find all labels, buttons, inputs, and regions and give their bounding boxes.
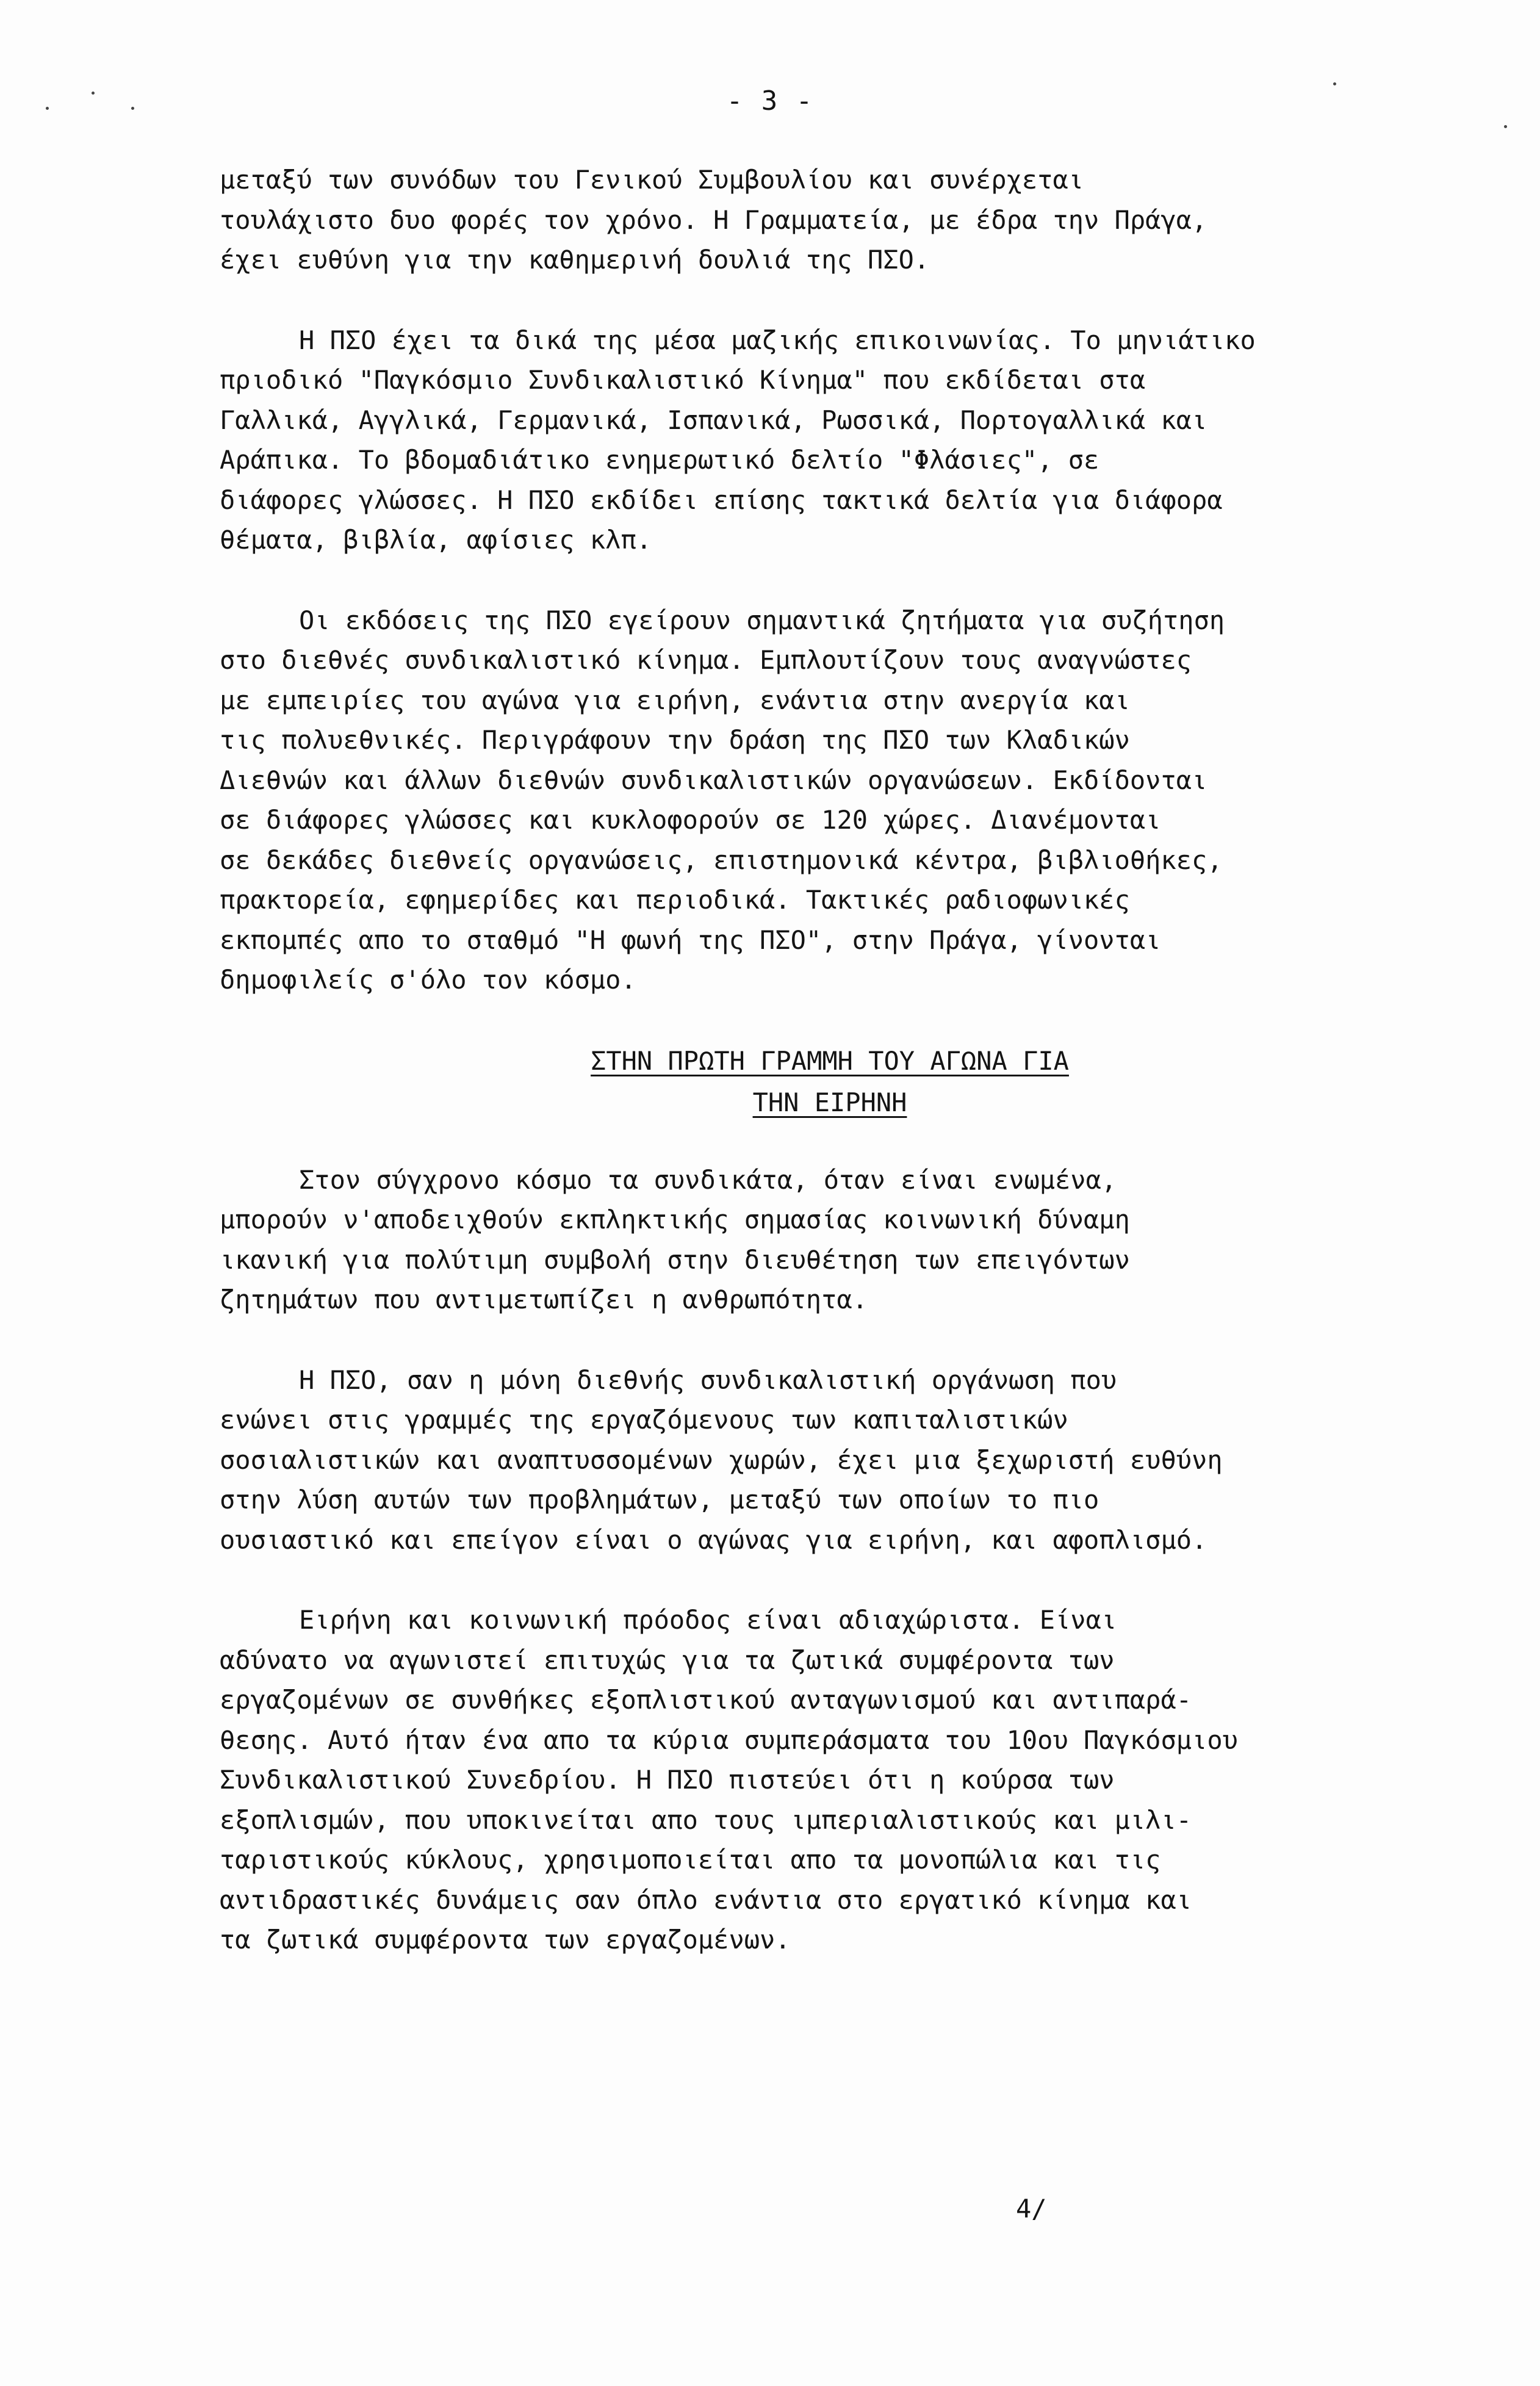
text-line: έχει ευθύνη για την καθημερινή δουλιά της ΠΣΟ. [220,245,930,275]
text-line: Διεθνών και άλλων διεθνών συνδικαλιστικών οργανώσεων. Εκδίδονται [220,765,1207,795]
paragraph-unions [220,1160,1440,1320]
text-line: θέματα, βιβλία, αφίσιες κλπ. [220,525,652,555]
text-line: τις πολυεθνικές. Περιγράφουν την δράση της ΠΣΟ των Κλαδικών [220,725,1130,755]
text-line: εργαζομένων σε συνθήκες εξοπλιστικού ανταγωνισμού και αντιπαρά- [220,1685,1192,1715]
paragraph-media [220,320,1440,560]
text-line: Αράπικα. Το βδομαδιάτικο ενημερωτικό δελτίο "Φλάσιες", σε [220,445,1099,475]
text-line: ταριστικούς κύκλους, χρησιμοποιείται απο τα μονοπώλια και τις [220,1845,1161,1875]
paragraph-peace [220,1600,1440,1960]
text-line: εκπομπές απο το σταθμό "Η φωνή της ΠΣΟ", στην Πράγα, γίνονται [220,924,1161,955]
text-line: Η ΠΣΟ, σαν η μόνη διεθνής συνδικαλιστική οργάνωση που [299,1364,1117,1395]
paragraph-governance [220,160,1440,280]
body-text [220,160,1440,2000]
text-line: με εμπειρίες του αγώνα για ειρήνη, ενάντια στην ανεργία και [220,685,1130,715]
text-line: θεσης. Αυτό ήταν ένα απο τα κύρια συμπεράσματα του 10ου Παγκόσμιου [220,1725,1238,1755]
text-line: ικανική για πολύτιμη συμβολή στην διευθέτηση των επειγόντων [220,1244,1130,1275]
text-line: μεταξύ των συνόδων του Γενικού Συμβουλίου και συνέρχεται [220,165,1084,195]
text-line: τουλάχιστο δυο φορές τον χρόνο. Η Γραμματεία, με έδρα την Πράγα, [220,204,1207,235]
text-line: σε δεκάδες διεθνείς οργανώσεις, επιστημονικά κέντρα, βιβλιοθήκες, [220,845,1223,875]
text-line: μπορούν ν'αποδειχθούν εκπληκτικής σημασίας κοινωνική δύναμη [220,1205,1130,1234]
text-line: σε διάφορες γλώσσες και κυκλοφορούν σε 120 χώρες. Διανέμονται [220,805,1161,835]
text-line: τα ζωτικά συμφέροντα των εργαζομένων. [220,1925,791,1955]
text-line: αντιδραστικές δυνάμεις σαν όπλο ενάντια στο εργατικό κίνημα και [220,1884,1192,1915]
text-line: δημοφιλείς σ'όλο τον κόσμο. [220,965,636,995]
text-line: Η ΠΣΟ έχει τα δικά της μέσα μαζικής επικοινωνίας. Το μηνιάτικο [299,325,1256,355]
text-line: πρακτορεία, εφημερίδες και περιοδικά. Τακτικές ραδιοφωνικές [220,885,1130,915]
text-line: πριοδικό "Παγκόσμιο Συνδικαλιστικό Κίνημα" που εκδίδεται στα [220,365,1146,395]
text-line: ουσιαστικό και επείγον είναι ο αγώνας για ειρήνη, και αφοπλισμό. [220,1524,1207,1555]
text-line: ενώνει στις γραμμές της εργαζόμενους των καπιταλιστικών [220,1405,1068,1435]
text-line: στην λύση αυτών των προβλημάτων, μεταξύ των οποίων το πιο [220,1485,1099,1515]
section-heading [220,1040,1440,1123]
scan-speck [1504,125,1507,128]
text-line: διάφορες γλώσσες. Η ΠΣΟ εκδίδει επίσης τακτικά δελτία για διάφορα [220,485,1223,515]
heading-line: ΣΤΗΝ ΠΡΩΤΗ ΓΡΑΜΜΗ ΤΟΥ ΑΓΩΝΑ ΓΙΑ [591,1045,1069,1076]
continuation-marker: 4/ [1016,2194,1047,2224]
text-line: Συνδικαλιστικού Συνεδρίου. Η ΠΣΟ πιστεύει ότι η κούρσα των [220,1765,1115,1795]
paragraph-responsibility [220,1360,1440,1560]
text-line: στο διεθνές συνδικαλιστικό κίνημα. Εμπλουτίζουν τους αναγνώστες [220,645,1192,675]
text-line: ζητημάτων που αντιμετωπίζει η ανθρωπότητα. [220,1285,868,1314]
text-line: αδύνατο να αγωνιστεί επιτυχώς για τα ζωτικά συμφέροντα των [220,1645,1115,1675]
paragraph-publications [220,600,1440,1000]
text-line: Οι εκδόσεις της ΠΣΟ εγείρουν σημαντικά ζητήματα για συζήτηση [299,605,1225,635]
heading-line: ΤΗΝ ΕΙΡΗΝΗ [752,1087,907,1117]
page-number: - 3 - [726,85,814,117]
text-line: Ειρήνη και κοινωνική πρόοδος είναι αδιαχώριστα. Είναι [299,1605,1117,1635]
text-line: Γαλλικά, Αγγλικά, Γερμανικά, Ισπανικά, Ρωσσικά, Πορτογαλλικά και [220,405,1207,435]
text-line: σοσιαλιστικών και αναπτυσσομένων χωρών, έχει μια ξεχωριστή ευθύνη [220,1444,1223,1475]
text-line: εξοπλισμών, που υποκινείται απο τους ιμπεριαλιστικούς και μιλι- [220,1804,1192,1835]
text-line: Στον σύγχρονο κόσμο τα συνδικάτα, όταν είναι ενωμένα, [299,1164,1117,1195]
